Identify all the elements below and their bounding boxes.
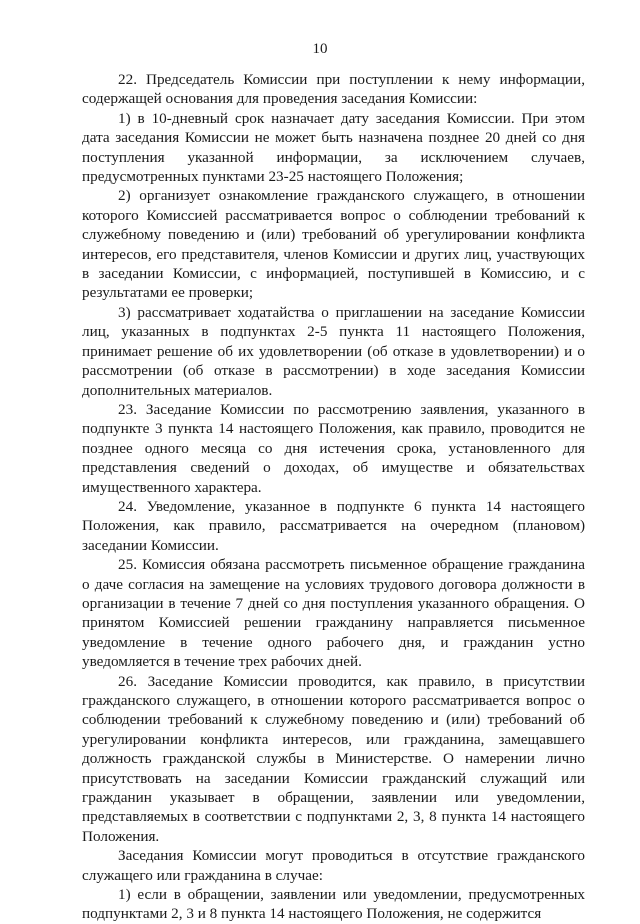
paragraph-22-item-2: 2) организует ознакомление гражданского служащего, в отношении которого Комиссией рассматривается вопрос о соблюдении требований к служебному поведению и (или) требований об урегулировании конфликта интересов, его представителя, членов Комиссии и других лиц, участвующих в заседании Комиссии, с информацией, поступившей в Комиссию, и с результатами ее проверки; xyxy=(82,187,585,302)
paragraph-22: 22. Председатель Комиссии при поступлении к нему информации, содержащей основания для проведения заседания Комиссии: xyxy=(82,71,585,108)
document-body xyxy=(82,70,585,924)
paragraph-26-absence: Заседания Комиссии могут проводиться в отсутствие гражданского служащего или гражданина в случае: xyxy=(82,847,585,884)
page-number: 10 xyxy=(312,41,328,57)
paragraph-23: 23. Заседание Комиссии по рассмотрению заявления, указанного в подпункте 3 пункта 14 настоящего Положения, как правило, проводится не позднее одного месяца со дня истечения срока, установленного для представления сведений о доходах, об имуществе и обязательствах имущественного характера. xyxy=(82,400,585,496)
paragraph-26: 26. Заседание Комиссии проводится, как правило, в присутствии гражданского служащего, в отношении которого рассматривается вопрос о соблюдении требований к служебному поведению и (или) требований об урегулировании конфликта интересов, или гражданина, замещавшего должность гражданской службы в Министерстве. О намерении лично присутствовать на заседании Комиссии гражданский служащий или гражданин указывает в обращении, заявлении или уведомлении, представляемых в соответствии с подпунктами 2, 3, 8 пункта 14 настоящего Положения. xyxy=(82,672,585,845)
paragraph-25: 25. Комиссия обязана рассмотреть письменное обращение гражданина о даче согласия на замещение на условиях трудового договора должности в организации в течение 7 дней со дня поступления указанного обращения. О принятом Комиссией решении гражданину направляется письменное уведомление в течение одного рабочего дня, и гражданин устно уведомляется в течение трех рабочих дней. xyxy=(82,556,585,671)
paragraph-22-item-1: 1) в 10-дневный срок назначает дату заседания Комиссии. При этом дата заседания Комиссии не может быть назначена позднее 20 дней со дня поступления указанной информации, за исключением случаев, предусмотренных пунктами 23-25 настоящего Положения; xyxy=(82,109,585,186)
paragraph-22-item-3: 3) рассматривает ходатайства о приглашении на заседание Комиссии лиц, указанных в подпунктах 2-5 пункта 11 настоящего Положения, принимает решение об их удовлетворении (об отказе в удовлетворении) и о рассмотрении (об отказе в рассмотрении) в ходе заседания Комиссии дополнительных материалов. xyxy=(82,303,585,399)
paragraph-26-absence-item-1: 1) если в обращении, заявлении или уведомлении, предусмотренных подпунктами 2, 3 и 8 пункта 14 настоящего Положения, не содержится xyxy=(82,886,585,923)
paragraph-24: 24. Уведомление, указанное в подпункте 6 пункта 14 настоящего Положения, как правило, рассматривается на очередном (плановом) заседании Комиссии. xyxy=(82,497,585,554)
